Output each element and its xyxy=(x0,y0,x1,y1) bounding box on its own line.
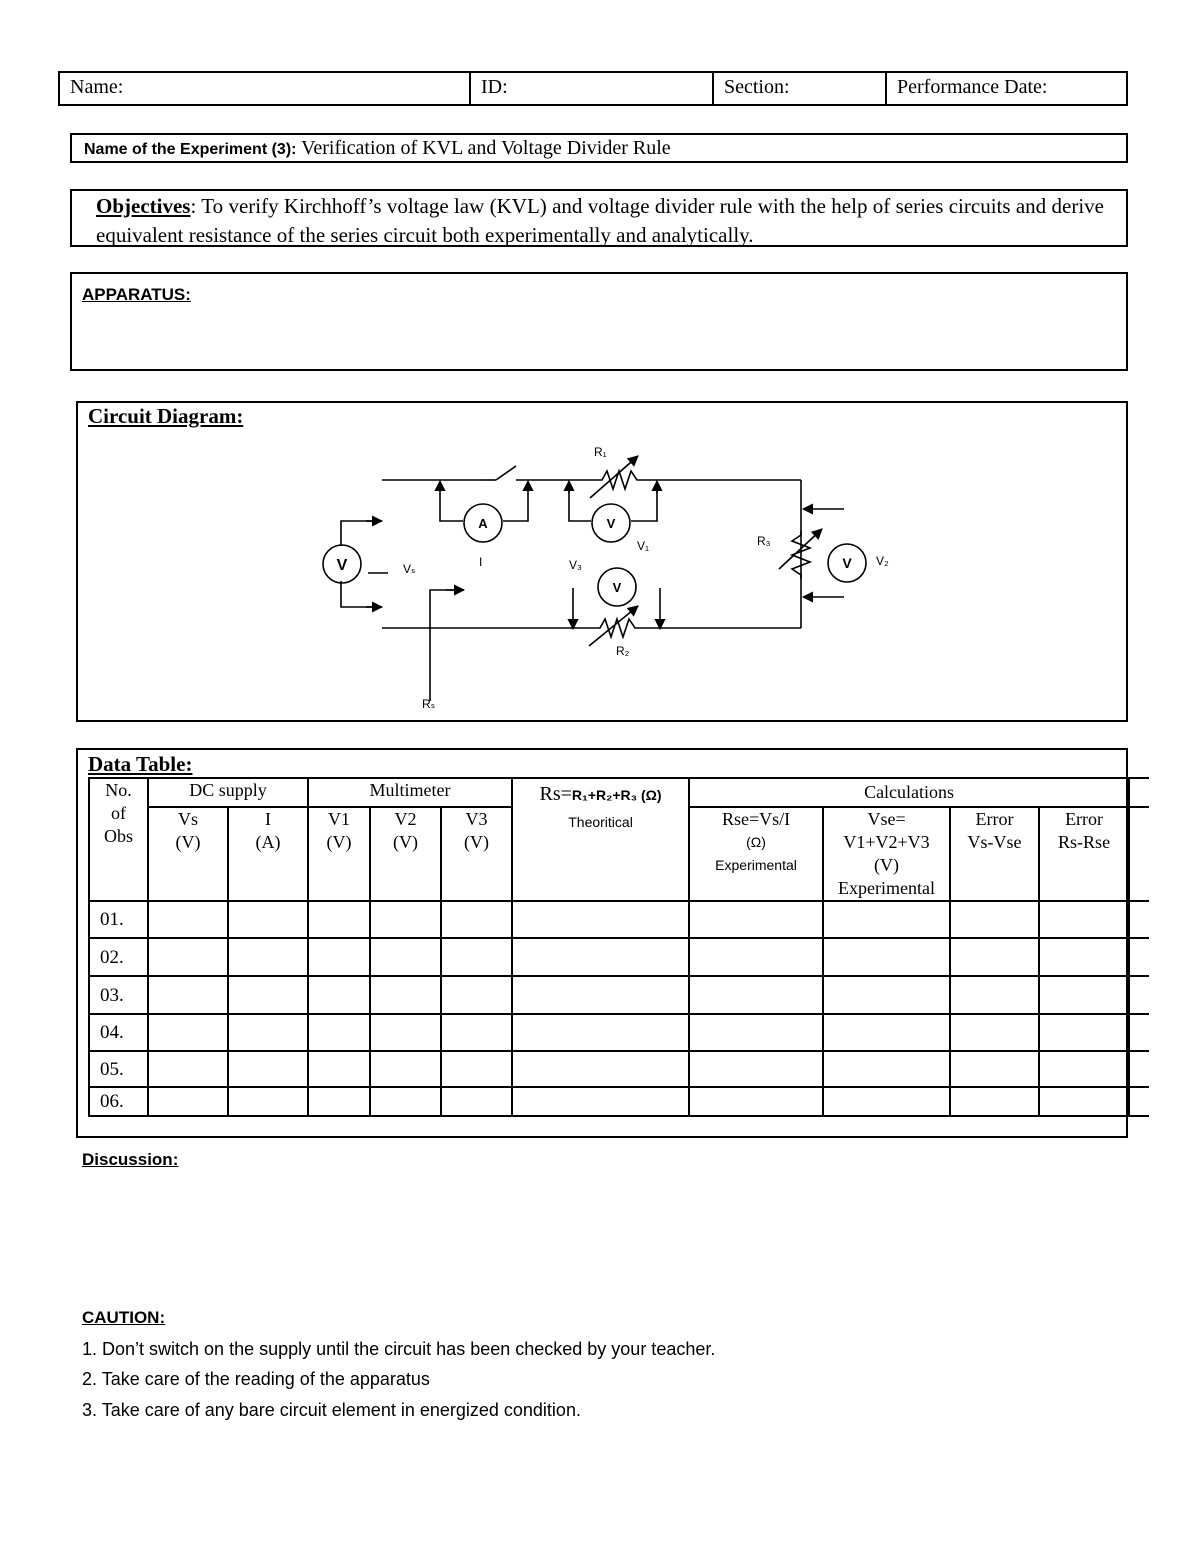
objectives-label: Objectives xyxy=(96,194,191,218)
name-label: Name: xyxy=(70,76,124,98)
data-table-title: Data Table: xyxy=(88,752,193,776)
r3-label: R₃ xyxy=(757,534,771,548)
section-field[interactable] xyxy=(714,73,887,104)
error-vs-header: Error Vs-Vse xyxy=(950,807,1039,901)
row-label: 04. xyxy=(89,1014,148,1051)
resistor-r2-icon xyxy=(594,619,641,637)
performance-date-label: Performance Date: xyxy=(897,76,1048,98)
r1-label: R₁ xyxy=(594,445,607,459)
multimeter-header: Multimeter xyxy=(308,778,512,807)
row-label: 01. xyxy=(89,901,148,938)
v3-label: V₃ xyxy=(569,558,582,572)
rs-formula: R₁+R₂+R₃ (Ω) xyxy=(571,787,662,803)
vs-header: Vs (V) xyxy=(148,807,228,901)
voltmeter-vs-label: V xyxy=(336,557,348,574)
row-label: 02. xyxy=(89,938,148,976)
performance-date-field[interactable] xyxy=(887,73,1126,104)
table-row xyxy=(89,976,1149,1014)
voltmeter-v3-label: V xyxy=(612,580,622,595)
table-row xyxy=(89,938,1149,976)
student-info-header xyxy=(58,71,1128,106)
obs-no-line1: No. xyxy=(105,780,132,800)
experiment-label: Name of the Experiment (3): xyxy=(84,141,297,158)
v2-label: V₂ xyxy=(876,554,889,568)
rs-label: Rs= xyxy=(539,783,572,805)
v1-label: V₁ xyxy=(637,539,650,553)
v3-header: V3 (V) xyxy=(441,807,512,901)
experiment-name-box xyxy=(70,133,1128,163)
obs-no-header xyxy=(89,778,148,901)
current-i-label: I xyxy=(479,555,483,569)
caution-item: 3. Take care of any bare circuit element in energized condition. xyxy=(82,1400,581,1420)
error-rs-header: Error Rs-Rse xyxy=(1039,807,1129,901)
caution-label: CAUTION: xyxy=(82,1308,166,1327)
rse-header: Rse=Vs/I (Ω) Experimental xyxy=(689,807,823,901)
ammeter-label: A xyxy=(478,516,488,531)
v1-header: V1 (V) xyxy=(308,807,370,901)
table-row xyxy=(89,901,1149,938)
calculations-header: Calculations xyxy=(689,778,1129,807)
apparatus-label: APPARATUS: xyxy=(82,285,191,304)
experiment-title: Verification of KVL and Voltage Divider Rule xyxy=(301,137,671,159)
v2-header: V2 (V) xyxy=(370,807,441,901)
caution-item: 1. Don’t switch on the supply until the circuit has been checked by your teacher. xyxy=(82,1339,716,1359)
apparatus-box[interactable] xyxy=(70,272,1128,371)
row-label: 06. xyxy=(89,1087,148,1116)
voltmeter-v2-label: V xyxy=(842,555,852,571)
table-row xyxy=(89,1087,1149,1116)
row-label: 03. xyxy=(89,976,148,1014)
name-field[interactable] xyxy=(60,73,471,104)
obs-no-line2: of xyxy=(111,803,126,823)
voltmeter-v1-label: V xyxy=(606,516,616,531)
vse-header: Vse= V1+V2+V3 (V) Experimental xyxy=(823,807,950,901)
circuit-diagram-title: Circuit Diagram: xyxy=(88,404,244,428)
id-field[interactable] xyxy=(471,73,714,104)
switch-icon xyxy=(496,466,516,480)
discussion-label: Discussion: xyxy=(82,1150,179,1169)
objectives-text: To verify Kirchhoff’s voltage law (KVL) and voltage divider rule with the help of series circuits and derive equivalent resistance of the series circuit both experimentally and analytically. xyxy=(96,194,1104,247)
r2-label: R₂ xyxy=(616,644,630,658)
rs-theoretical-label: Theoritical xyxy=(568,814,633,830)
table-row xyxy=(89,1051,1149,1087)
i-header: I (A) xyxy=(228,807,308,901)
vs-label: Vₛ xyxy=(403,562,416,576)
circuit-diagram xyxy=(76,401,1128,722)
row-label: 05. xyxy=(89,1051,148,1087)
caution-item: 2. Take care of the reading of the apparatus xyxy=(82,1369,430,1389)
table-row xyxy=(89,1014,1149,1051)
section-label: Section: xyxy=(724,76,790,98)
objectives-box: Objectives: To verify Kirchhoff’s voltage law (KVL) and voltage divider rule with the help of series circuits and derive equivalent resistance of the series circuit both experimentally and analytically. xyxy=(70,189,1128,247)
rs-label: Rₛ xyxy=(422,697,436,711)
data-table xyxy=(88,777,1149,1117)
id-label: ID: xyxy=(481,76,508,98)
dc-supply-header: DC supply xyxy=(148,778,308,807)
obs-no-line3: Obs xyxy=(103,826,133,846)
rs-theoretical-header xyxy=(512,778,689,901)
